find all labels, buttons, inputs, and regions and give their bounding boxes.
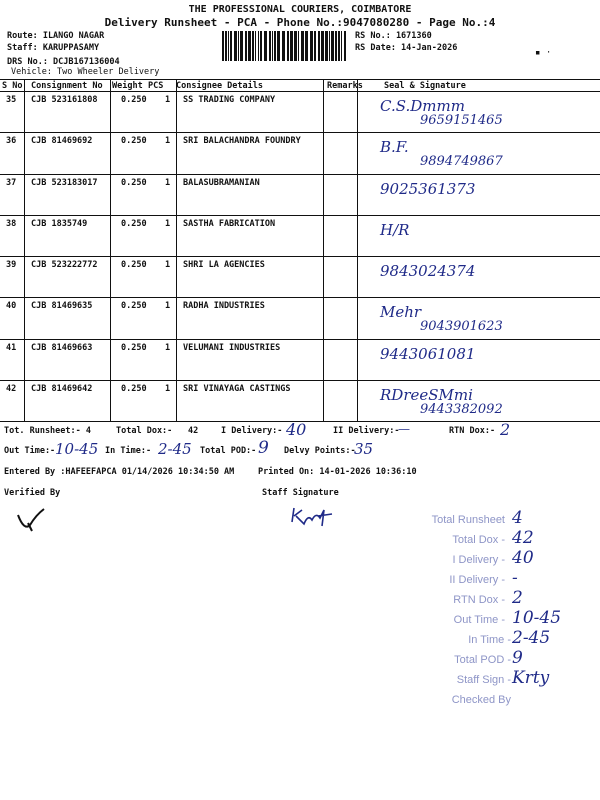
barcode-bar — [260, 31, 262, 61]
row-pcs: 1 — [165, 260, 171, 270]
barcode-bar — [245, 31, 247, 61]
col-divider — [176, 79, 177, 421]
barcode-bar — [258, 31, 259, 61]
barcode-bar — [290, 31, 293, 61]
col-header-weight: Weight — [112, 81, 143, 91]
total-pod-value: 9 — [258, 438, 269, 458]
barcode-bar — [341, 31, 342, 61]
col-divider — [357, 79, 358, 421]
stamp-label: Total Dox - — [452, 534, 505, 546]
row-pcs: 1 — [165, 177, 171, 188]
barcode-bar — [321, 31, 324, 61]
stamp-value: - — [512, 568, 518, 588]
barcode-bar — [325, 31, 328, 61]
row-pcs: 1 — [165, 136, 171, 147]
staff-signature-label: Staff Signature — [262, 488, 339, 498]
rtn-dox-value: 2 — [500, 420, 511, 439]
row-sno: 38 — [6, 218, 17, 229]
row-consignment-no: CJB 523222772 — [31, 260, 98, 270]
row-pcs: 1 — [165, 95, 171, 105]
barcode — [222, 31, 350, 61]
printed-on: Printed On: 14-01-2026 10:36:10 — [258, 467, 417, 477]
row-signature: B.F. — [380, 138, 409, 157]
row-consignee: SASTHA FABRICATION — [183, 218, 276, 229]
row-rule — [0, 339, 600, 340]
row-signature: 9443061081 — [380, 344, 476, 363]
row-consignee: SS TRADING COMPANY — [183, 95, 276, 105]
stamp-value: Krty — [512, 668, 550, 688]
stamp-label: Total Runsheet — [431, 514, 505, 526]
delvy-points-label: Delvy Points:- — [284, 446, 356, 456]
col-header-consignee: Consignee Details — [176, 81, 263, 91]
entered-by: Entered By :HAFEEFAPCA 01/14/2026 10:34:50 AM — [4, 467, 235, 477]
stamp-label: RTN Dox - — [453, 594, 505, 606]
col-header-pcs: PCS — [148, 81, 164, 91]
row-signature-phone: 9443382092 — [420, 401, 503, 417]
barcode-bar — [225, 31, 227, 61]
row-pcs: 1 — [165, 301, 171, 312]
tot-runsheet: Tot. Runsheet:- 4 — [4, 426, 91, 436]
stamp-label: In Time - — [468, 634, 511, 646]
barcode-bar — [238, 31, 239, 61]
row-signature-phone: 9894749867 — [420, 154, 503, 170]
col-divider — [24, 79, 25, 421]
barcode-bar — [264, 31, 267, 61]
row-rule — [0, 174, 600, 175]
row-pcs: 1 — [165, 383, 171, 394]
row-sno: 36 — [6, 136, 17, 147]
row-rule — [0, 132, 600, 133]
barcode-bar — [301, 31, 304, 61]
stamp-value: 9 — [512, 648, 523, 668]
col-header-seal: Seal & Signature — [384, 81, 466, 91]
row-signature-phone: 9043901623 — [420, 319, 503, 335]
row-rule — [0, 215, 600, 216]
row-sno: 37 — [6, 177, 17, 188]
vehicle-label: Vehicle: Two Wheeler Delivery — [11, 67, 160, 77]
row-weight: 0.250 — [121, 177, 147, 188]
row-weight: 0.250 — [121, 136, 147, 147]
stamp-label: II Delivery - — [449, 574, 505, 586]
staff-signature — [288, 504, 348, 532]
row-consignee: SRI BALACHANDRA FOUNDRY — [183, 136, 301, 147]
barcode-bar — [228, 31, 229, 61]
stamp-label: Total POD - — [454, 654, 511, 666]
row-signature: C.S.Dmmm — [380, 97, 465, 115]
rs-number: RS No.: 1671360 — [355, 31, 432, 41]
row-sno: 41 — [6, 342, 17, 353]
row-consignee: SRI VINAYAGA CASTINGS — [183, 383, 291, 394]
barcode-bar — [255, 31, 256, 61]
stamp-value: 40 — [512, 548, 534, 568]
stamp-value: 42 — [512, 528, 534, 548]
out-time-value: 10-45 — [55, 440, 99, 458]
barcode-bar — [338, 31, 340, 61]
barcode-bar — [240, 31, 243, 61]
row-consignee: SHRI LA AGENCIES — [183, 260, 265, 270]
row-consignee: VELUMANI INDUSTRIES — [183, 342, 281, 353]
rtn-dox-label: RTN Dox:- — [449, 426, 496, 436]
barcode-bar — [282, 31, 285, 61]
barcode-bar — [331, 31, 334, 61]
barcode-bar — [272, 31, 273, 61]
in-time-label: In Time:- — [105, 446, 152, 456]
page-title: Delivery Runsheet - PCA - Phone No.:9047080280 - Page No.:4 — [104, 16, 496, 29]
company-name: THE PROFESSIONAL COURIERS, COIMBATORE — [188, 4, 412, 15]
col-divider — [110, 79, 111, 421]
barcode-bar — [252, 31, 254, 61]
row-consignment-no: CJB 81469663 — [31, 342, 93, 353]
stamp-value: 4 — [512, 508, 523, 528]
row-sno: 42 — [6, 383, 17, 394]
row-sno: 39 — [6, 260, 17, 270]
i-delivery-value: 40 — [286, 420, 307, 439]
verified-by-label: Verified By — [4, 488, 61, 498]
col-header-sno: S No — [2, 81, 23, 91]
row-rule — [0, 256, 600, 257]
stamp-label: I Delivery - — [452, 554, 505, 566]
barcode-bar — [222, 31, 224, 61]
barcode-bar — [318, 31, 320, 61]
barcode-bar — [335, 31, 337, 61]
barcode-bar — [305, 31, 308, 61]
barcode-bar — [277, 31, 280, 61]
table-header-rule — [0, 91, 600, 92]
row-consignment-no: CJB 1835749 — [31, 218, 88, 229]
staff-label: Staff: KARUPPASAMY — [7, 43, 100, 53]
row-signature: Mehr — [380, 303, 422, 322]
row-signature: 9025361373 — [380, 179, 476, 198]
barcode-bar — [298, 31, 299, 61]
col-header-consignment: Consignment No — [31, 81, 103, 91]
row-weight: 0.250 — [121, 383, 147, 394]
corner-mark: ▪ · — [535, 48, 552, 58]
barcode-bar — [314, 31, 316, 61]
row-signature-phone: 9659151465 — [420, 113, 503, 128]
barcode-bar — [329, 31, 330, 61]
barcode-bar — [344, 31, 346, 61]
barcode-bar — [234, 31, 237, 61]
barcode-bar — [248, 31, 251, 61]
table-top-rule — [0, 79, 600, 80]
row-weight: 0.250 — [121, 342, 147, 353]
verified-signature — [14, 505, 54, 535]
stamp-value: 2 — [512, 588, 523, 608]
row-consignment-no: CJB 81469635 — [31, 301, 93, 312]
row-weight: 0.250 — [121, 301, 147, 312]
stamp-label: Checked By — [451, 694, 511, 706]
total-dox-value: 42 — [188, 426, 199, 436]
barcode-bar — [310, 31, 313, 61]
barcode-bar — [269, 31, 271, 61]
stamp-label: Staff Sign - — [456, 674, 511, 686]
barcode-bar — [287, 31, 289, 61]
row-consignment-no: CJB 523183017 — [31, 177, 98, 188]
stamp-value: 2-45 — [512, 628, 551, 648]
barcode-bar — [294, 31, 297, 61]
col-divider — [323, 79, 324, 421]
i-delivery-label: I Delivery:- — [221, 426, 283, 436]
row-weight: 0.250 — [121, 95, 147, 105]
row-sno: 40 — [6, 301, 17, 312]
row-pcs: 1 — [165, 342, 171, 353]
row-rule — [0, 297, 600, 298]
barcode-bar — [274, 31, 276, 61]
out-time-label: Out Time:- — [4, 446, 56, 456]
row-signature: H/R — [380, 220, 410, 239]
row-rule — [0, 380, 600, 381]
row-consignee: RADHA INDUSTRIES — [183, 301, 265, 312]
stamp-label: Out Time - — [453, 614, 505, 626]
row-consignment-no: CJB 523161808 — [31, 95, 98, 105]
row-weight: 0.250 — [121, 218, 147, 229]
total-pod-label: Total POD:- — [200, 446, 257, 456]
delvy-points-value: 35 — [354, 440, 374, 458]
row-signature: RDreeSMmi — [380, 385, 473, 404]
drs-number: DRS No.: DCJB167136004 — [7, 57, 120, 67]
barcode-bar — [230, 31, 232, 61]
row-weight: 0.250 — [121, 260, 147, 270]
row-pcs: 1 — [165, 218, 171, 229]
col-header-remarks: Remarks — [327, 81, 363, 91]
in-time-value: 2-45 — [158, 440, 192, 458]
rs-date: RS Date: 14-Jan-2026 — [355, 43, 458, 53]
ii-delivery-dash: — — [398, 422, 410, 436]
row-sno: 35 — [6, 95, 17, 105]
ii-delivery-label: II Delivery:- — [333, 426, 400, 436]
row-signature: 9843024374 — [380, 262, 476, 280]
row-consignment-no: CJB 81469642 — [31, 383, 93, 394]
row-consignment-no: CJB 81469692 — [31, 136, 93, 147]
stamp-value: 10-45 — [512, 608, 562, 628]
total-dox-label: Total Dox:- — [116, 426, 173, 436]
route-label: Route: ILANGO NAGAR — [7, 31, 105, 41]
row-consignee: BALASUBRAMANIAN — [183, 177, 260, 188]
